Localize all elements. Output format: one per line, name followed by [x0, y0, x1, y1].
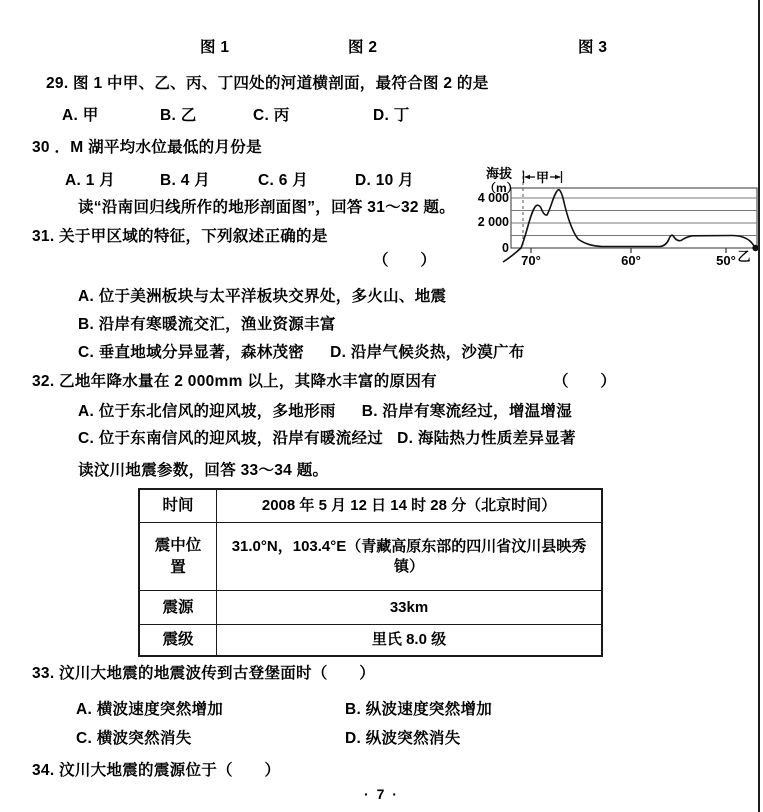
table-row-label: 震级 — [140, 625, 217, 655]
q33-option-d: D. 纵波突然消失 — [345, 730, 461, 747]
table-row-value: 2008 年 5 月 12 日 14 时 28 分（北京时间） — [261, 497, 557, 514]
q31-option-a: A. 位于美洲板块与太平洋板块交界处，多火山、地震 — [78, 288, 447, 305]
x-tick-50: 50° — [716, 253, 736, 268]
y-tick-4000: 4 000 — [478, 191, 509, 205]
left-arrowhead-icon — [524, 175, 530, 179]
terrain-profile-chart — [478, 160, 763, 280]
q32-option-a: A. 位于东北信风的迎风坡，多地形雨 — [78, 403, 336, 420]
q31-stem: 31. 关于甲区域的特征，下列叙述正确的是 — [32, 228, 328, 245]
q32-answer-paren: （ ） — [553, 373, 617, 390]
table-row-label: 时间 — [140, 490, 217, 522]
table-row-label: 震源 — [140, 591, 217, 624]
q30-option-d: D. 10 月 — [355, 172, 414, 189]
q32-option-b: B. 沿岸有寒流经过，增温增湿 — [361, 403, 573, 420]
q32-option-c: C. 位于东南信风的迎风坡，沿岸有暖流经过 — [78, 430, 384, 447]
table-row-label: 震中位置 — [140, 523, 217, 590]
table-row-value: 里氏 8.0 级 — [371, 631, 447, 648]
y-tick-0: 0 — [502, 241, 509, 255]
q31-options-cd — [78, 343, 525, 363]
q33-option-b: B. 纵波速度突然增加 — [345, 701, 493, 718]
y-tick-2000: 2 000 — [478, 215, 509, 229]
q29-option-b: B. 乙 — [160, 107, 197, 124]
figure1-caption: 图 1 — [200, 39, 230, 56]
q32-options-ab — [78, 402, 572, 422]
q33-option-a: A. 横波速度突然增加 — [76, 701, 224, 718]
table-row — [140, 522, 601, 590]
x-tick-60: 60° — [621, 253, 641, 268]
q30-option-c: C. 6 月 — [258, 172, 309, 189]
figure2-caption: 图 2 — [348, 39, 378, 56]
page-edge-line — [758, 0, 760, 812]
q31-answer-paren: （ ） — [373, 252, 437, 269]
q33-stem: 33. 汶川大地震的地震波传到古登堡面时（ ） — [32, 665, 376, 682]
intro-33-34: 读汶川地震参数，回答 33～34 题。 — [78, 462, 329, 479]
figure3-caption: 图 3 — [578, 39, 608, 56]
q29-option-c: C. 丙 — [253, 107, 290, 124]
x-tick-70: 70° — [521, 253, 541, 268]
q33-option-c: C. 横波突然消失 — [76, 730, 192, 747]
q32-option-d: D. 海陆热力性质差异显著 — [397, 430, 576, 447]
point-yi-label: 乙 — [737, 249, 751, 264]
table-row-value: 33km — [389, 598, 429, 616]
q31-option-c: C. 垂直地域分异显著，森林茂密 — [78, 344, 305, 361]
q34-stem: 34. 汶川大地震的震源位于（ ） — [32, 762, 281, 779]
table-row-value: 31.0°N，103.4°E（青藏高原东部的四川省汶川县映秀镇） — [231, 537, 587, 575]
q29-option-a: A. 甲 — [62, 107, 99, 124]
page-number: · 7 · — [364, 786, 399, 802]
right-arrowhead-icon — [555, 175, 561, 179]
plot-border — [511, 188, 757, 248]
table-row — [140, 590, 601, 624]
terrain-profile-line — [503, 190, 756, 262]
table-row — [140, 490, 601, 522]
region-jia-label: 甲 — [535, 170, 550, 185]
q31-option-d: D. 沿岸气候炎热，沙漠广布 — [330, 344, 525, 361]
q30-option-a: A. 1 月 — [65, 172, 116, 189]
y-axis-title: 海拔 — [486, 166, 513, 181]
earthquake-parameter-table — [138, 488, 603, 657]
q30-stem: 30 ．M 湖平均水位最低的月份是 — [32, 139, 262, 156]
y-axis-unit: （m） — [484, 181, 519, 195]
intro-31-32: 读“沿南回归线所作的地形剖面图”，回答 31～32 题。 — [78, 199, 455, 216]
q29-stem: 29. 图 1 中甲、乙、丙、丁四处的河道横剖面，最符合图 2 的是 — [46, 75, 489, 92]
q32-stem: 32. 乙地年降水量在 2 000mm 以上，其降水丰富的原因有 — [32, 373, 437, 390]
q31-option-b: B. 沿岸有寒暖流交汇，渔业资源丰富 — [78, 316, 336, 333]
table-row — [140, 624, 601, 655]
q29-option-d: D. 丁 — [373, 107, 410, 124]
q32-options-cd — [78, 429, 576, 449]
q30-option-b: B. 4 月 — [160, 172, 211, 189]
